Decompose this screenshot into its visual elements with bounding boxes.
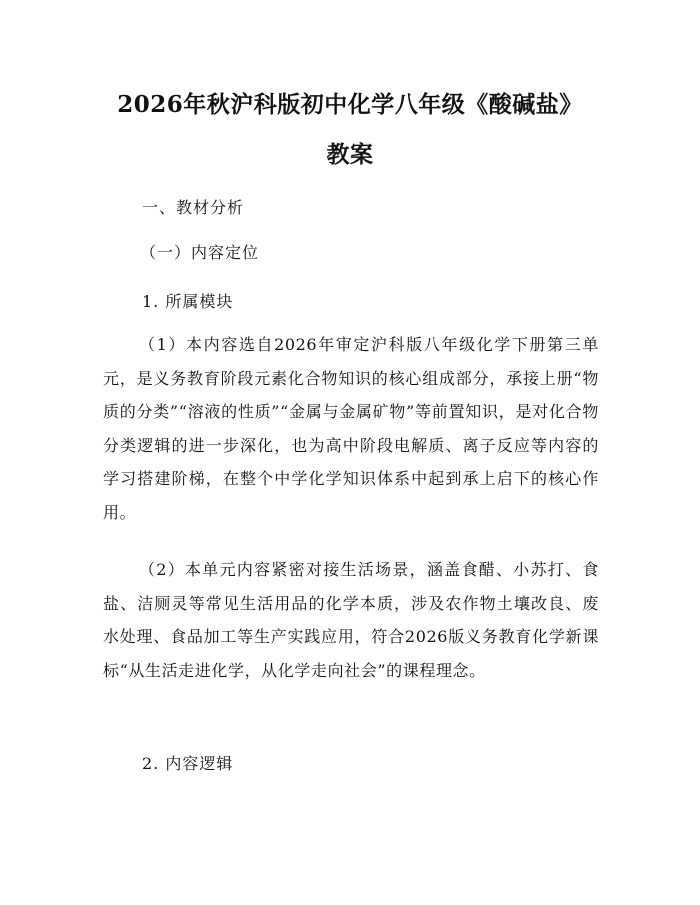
item-heading-logic: 2. 内容逻辑 bbox=[142, 754, 234, 773]
document-title-continued: 教案 bbox=[326, 141, 374, 168]
subsection-heading: （一）内容定位 bbox=[140, 243, 260, 262]
paragraph-1: （1）本内容选自2026年审定沪科版八年级化学下册第三单元，是义务教育阶段元素化合物知识的核心组成部分，承接上册“物质的分类”“溶液的性质”“金属与金属矿物”等前置知识，是对化合物分类逻辑的进一步深化，也为高中阶段电解质、离子反应等内容的学习搭建阶梯，在整个中学化学知识体系中起到承上启下的核心作用。 bbox=[103, 335, 599, 522]
document-title: 2026年秋沪科版初中化学八年级《酸碱盐》 bbox=[117, 91, 583, 118]
section-heading-1: 一、教材分析 bbox=[142, 198, 245, 217]
paragraph-2: （2）本单元内容紧密对接生活场景，涵盖食醋、小苏打、食盐、洁厕灵等常见生活用品的化学本质，涉及农作物土壤改良、废水处理、食品加工等生产实践应用，符合2026版义务教育化学新课标“从生活走进化学，从化学走向社会”的课程理念。 bbox=[103, 560, 599, 680]
item-heading-module: 1. 所属模块 bbox=[142, 292, 234, 311]
